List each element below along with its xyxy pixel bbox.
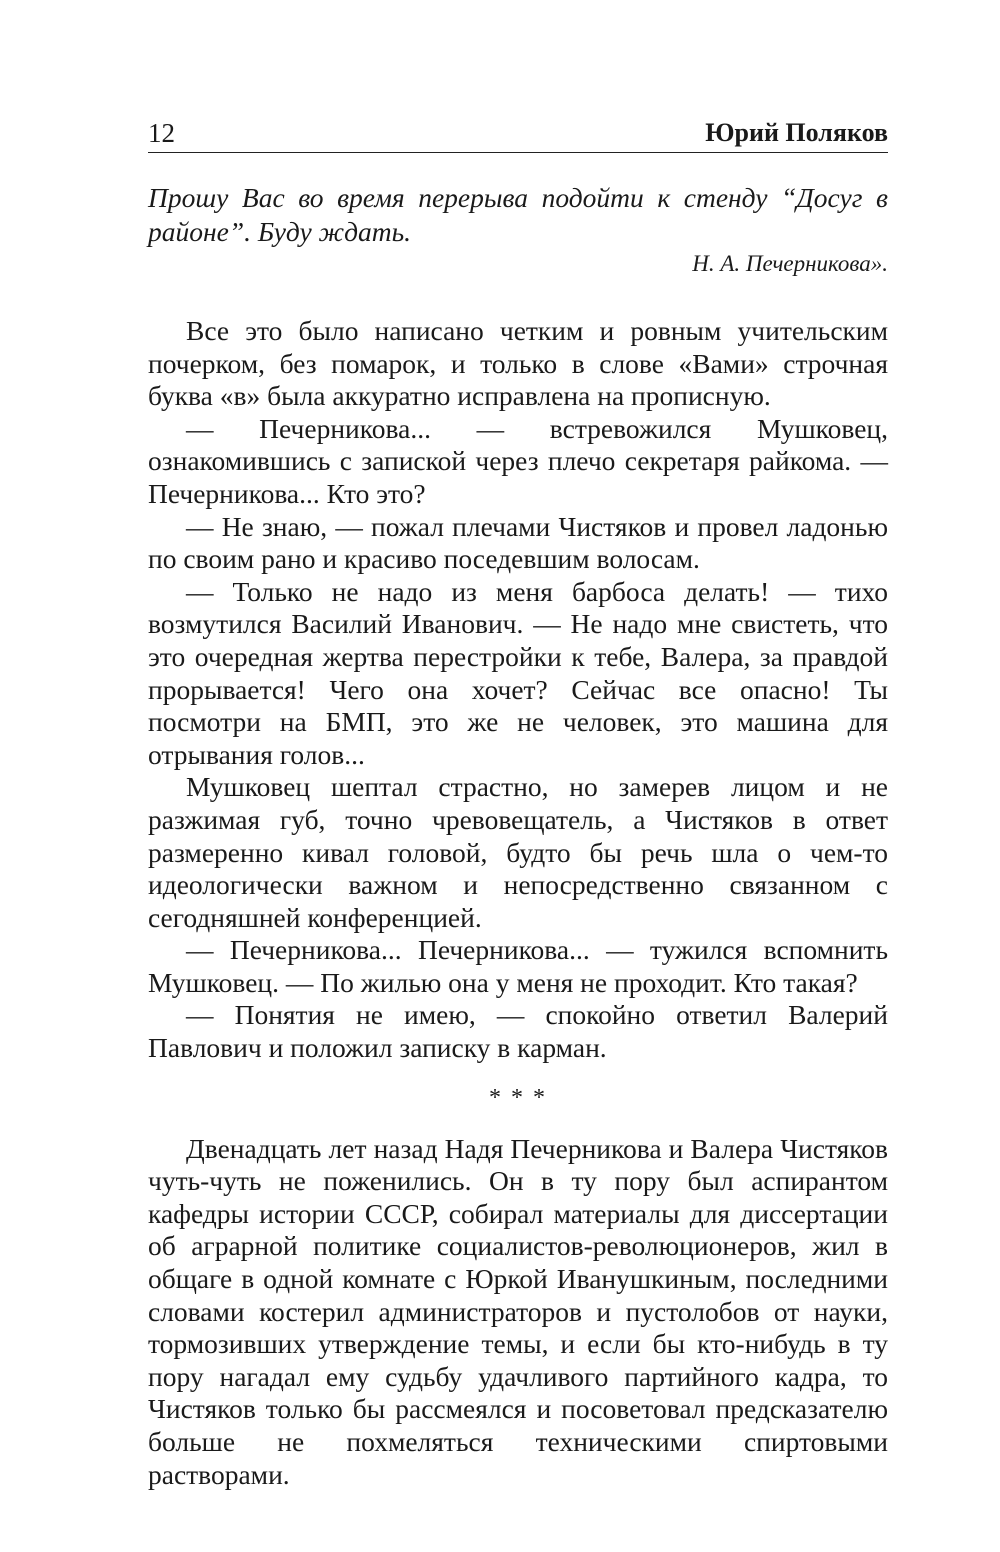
paragraph: — Печерникова... Печерникова... — тужился вспомнить Мушковец. — По жилью она у меня не проходит. Кто такая? xyxy=(148,934,888,998)
section-separator: * * * xyxy=(489,1084,547,1111)
paragraph: Все это было написано четким и ровным учительским почерком, без помарок, и только в слове «Вами» строчная буква «в» была аккуратно исправлена на прописную. xyxy=(148,315,888,412)
running-head xyxy=(148,112,888,153)
paragraph: Мушковец шептал страстно, но замерев лицом и не разжимая губ, точно чревовещатель, а Чистяков в ответ размеренно кивал головой, будто бы речь шла о чем-то идеологически важном и непосредственно связанном с сегодняшней конференцией. xyxy=(148,771,888,933)
paragraph: — Печерникова... — встревожился Мушковец, ознакомившись с запиской через плечо секретаря райкома. — Печерникова... Кто это? xyxy=(148,412,888,509)
paragraph: — Не знаю, — пожал плечами Чистяков и провел ладонью по своим рано и красиво поседевшим волосам. xyxy=(148,510,888,575)
letter-quote: Прошу Вас во время перерыва подойти к стенду “Досуг в районе”. Буду ждать. xyxy=(148,182,888,247)
paragraph: — Только не надо из меня барбоса делать! — тихо возмутился Василий Иванович. — Не надо мне свистеть, что это очередная жертва перестройки к тебе, Валера, за правдой прорывается! Чего она хочет? Сейчас все опасно! Ты посмотри на БМП, это же не человек, это машина для отрывания голов... xyxy=(148,575,888,770)
book-page xyxy=(148,112,888,1491)
paragraph: Двенадцать лет назад Надя Печерникова и Валера Чистяков чуть-чуть не поженились. Он в ту пору был аспирантом кафедры истории СССР, собирал материалы для диссертации об аграрной политике социалистов-революционеров, жил в общаге в одной комнате с Юркой Иванушкиным, последними словами костерил администраторов и пустолобов от науки, тормозивших утверждение темы, и если бы кто-нибудь в ту пору нагадал ему судьбу удачливого партийного кадра, то Чистяков только бы рассмеялся и посоветовал предсказателю больше не похмеляться техническими спиртовыми растворами. xyxy=(148,1132,888,1490)
page-number: 12 xyxy=(148,118,175,148)
body-text-part2 xyxy=(148,1133,888,1492)
paragraph: — Понятия не имею, — спокойно ответил Валерий Павлович и положил записку в карман. xyxy=(148,999,888,1064)
body-text-part1 xyxy=(148,315,888,1065)
author-name: Юрий Поляков xyxy=(705,118,888,147)
letter-signature: Н. А. Печерникова». xyxy=(692,251,888,276)
